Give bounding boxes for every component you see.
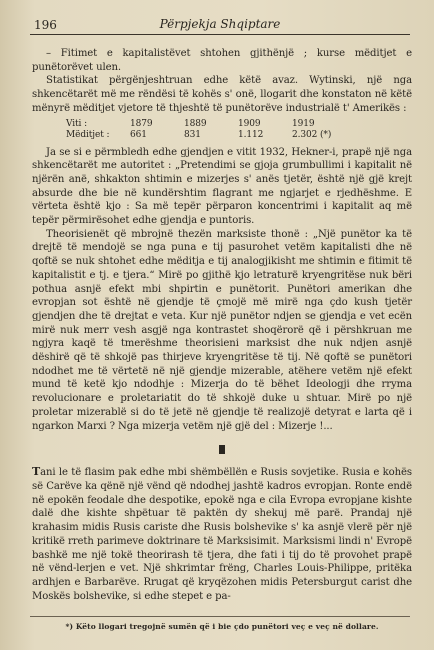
table-cell: 1879 <box>130 118 153 129</box>
paragraph: – Fitimet e kapitalistëvet shtohen gjithënjë ; kurse mëditjet e punëtorëvet ulen. <box>32 48 412 73</box>
drop-cap: T <box>32 465 41 479</box>
table-cell: 1889 <box>184 118 207 129</box>
separator-mark-icon <box>219 445 225 454</box>
wage-statistics-table <box>66 119 346 142</box>
running-title: Përpjekja Shqiptare <box>159 17 281 31</box>
table-cell: Viti : <box>66 118 88 129</box>
table-row <box>66 119 346 131</box>
body-text <box>32 47 412 603</box>
table-cell: Mëditjet : <box>66 130 110 141</box>
table-cell: 831 <box>184 130 201 141</box>
paragraph: Ja se si e përmbledh edhe gjendjen e vitit 1932, Hekner-i, prapë një nga shkencëtarët me autoritet : „Pretendimi se gjoja grumbullimi i kapitalit në njërën anë, shkakton shtimin e mizerjes s' anës tjetër, është një gjë krejt absurde dhe bie në kundërshtim flagrant me ngjarjet e rjedhëshme. E vërteta është kjo : Sa më tepër përparon koncentrimi i kapitalit aq më tepër përmirësohet edhe gjendja e puntoris. <box>32 146 412 227</box>
paragraph-text: ani le të flasim pak edhe mbi shëmbëllën e Rusis sovjetike. Rusia e kohës së Carëve ka qënë një vënd që ndodhej jashtë kadros evropjan. Ronte endë në epokën feodale dhe despotike, epokë nga e cila Evropa evropjane kishte dalë dhe kishte shpëtuar të paktën dy shekuj më parë. Prandaj një krahasim midis Rusis cariste dhe Rusis bolshevike s' ka asnjë vlerë për një kritikë rreth parimeve doktrinare të Marksisimit. Marksismi lindi n' Evropë bashkë me një tokë theorirash të tjera, dhe fati i tij do të provohet prapë në vënd-lerjen e vet. Një shkrimtar frëng, Charles Louis-Philippe, pritëka ardhjen e Barbarëve. Rrugat që kryqëzohen midis Petersburgut carist dhe Moskës bolshevike, si edhe stepet e pa- <box>32 467 412 602</box>
footnote: *) Këto llogari tregojnë sumën që i bie çdo punëtori veç e veç në dollare. <box>65 622 379 631</box>
table-row <box>66 130 346 142</box>
table-cell: 1919 <box>292 118 315 129</box>
paragraph <box>32 465 412 603</box>
table-cell: 2.302 (*) <box>292 130 332 141</box>
page-header <box>30 16 410 35</box>
page-number: 196 <box>34 18 57 32</box>
footnote-rule <box>30 616 410 617</box>
section-separator <box>32 445 412 455</box>
table-cell: 1.112 <box>238 130 264 141</box>
paragraph: Statistikat përgënjeshtruan edhe këtë avaz. Wytinski, një nga shkencëtarët më me rëndësi të kohës s' onë, llogarit dhe konstaton në këtë mënyrë mëditjet vjetore të thjeshtë të punëtorëve industrialë t' Amerikës : <box>32 75 412 114</box>
paragraph: Theorisienët që mbrojnë thezën marksiste thonë : „Një punëtor ka të drejtë të mendojë se nga puna e tij pasurohet vetëm kapitalisti dhe në qoftë se nuk shtohet edhe mëditja e tij analogjikisht me shtimin e fitimit të kapitalistit e tj. e tjera.“ Mirë po gjithë kjo letraturë kryengritëse nuk bëri pothua asnjë efekt mbi shpirtin e punëtorit. Punëtori amerikan dhe evropjan sot është në gjendje të çmojë më mirë nga çdo kush tjetër gjendjen dhe të drejtat e veta. Kur një punëtor ndjen se gjendja e vet ecën mirë nuk merr vesh asgjë nga kontrastet shoqërorë që i përshkruan me ngjyra kaqë të tmerëshme theorisieni marksist dhe nuk ndjen asnjë dëshirë që të shkojë pas thirjeve kryengritëse të tij. Në qoftë se punëtori ndodhet me të vërtetë në një gjendje mizerable, atëhere vetëm një efekt mund të ketë kjo ndodhje : Mizerja do të bëhet Ideologji dhe rryma revolucionare e proletariatit do të shkojë duke u shtuar. Mirë po një proletar mizerablë si do të jetë në gjendje të realizojë detyrat e larta që i ngarkon Marxi ? Nga mizerja vetëm një gjë del : Mizerje !... <box>32 228 412 432</box>
table-cell: 661 <box>130 130 147 141</box>
table-cell: 1909 <box>238 118 261 129</box>
